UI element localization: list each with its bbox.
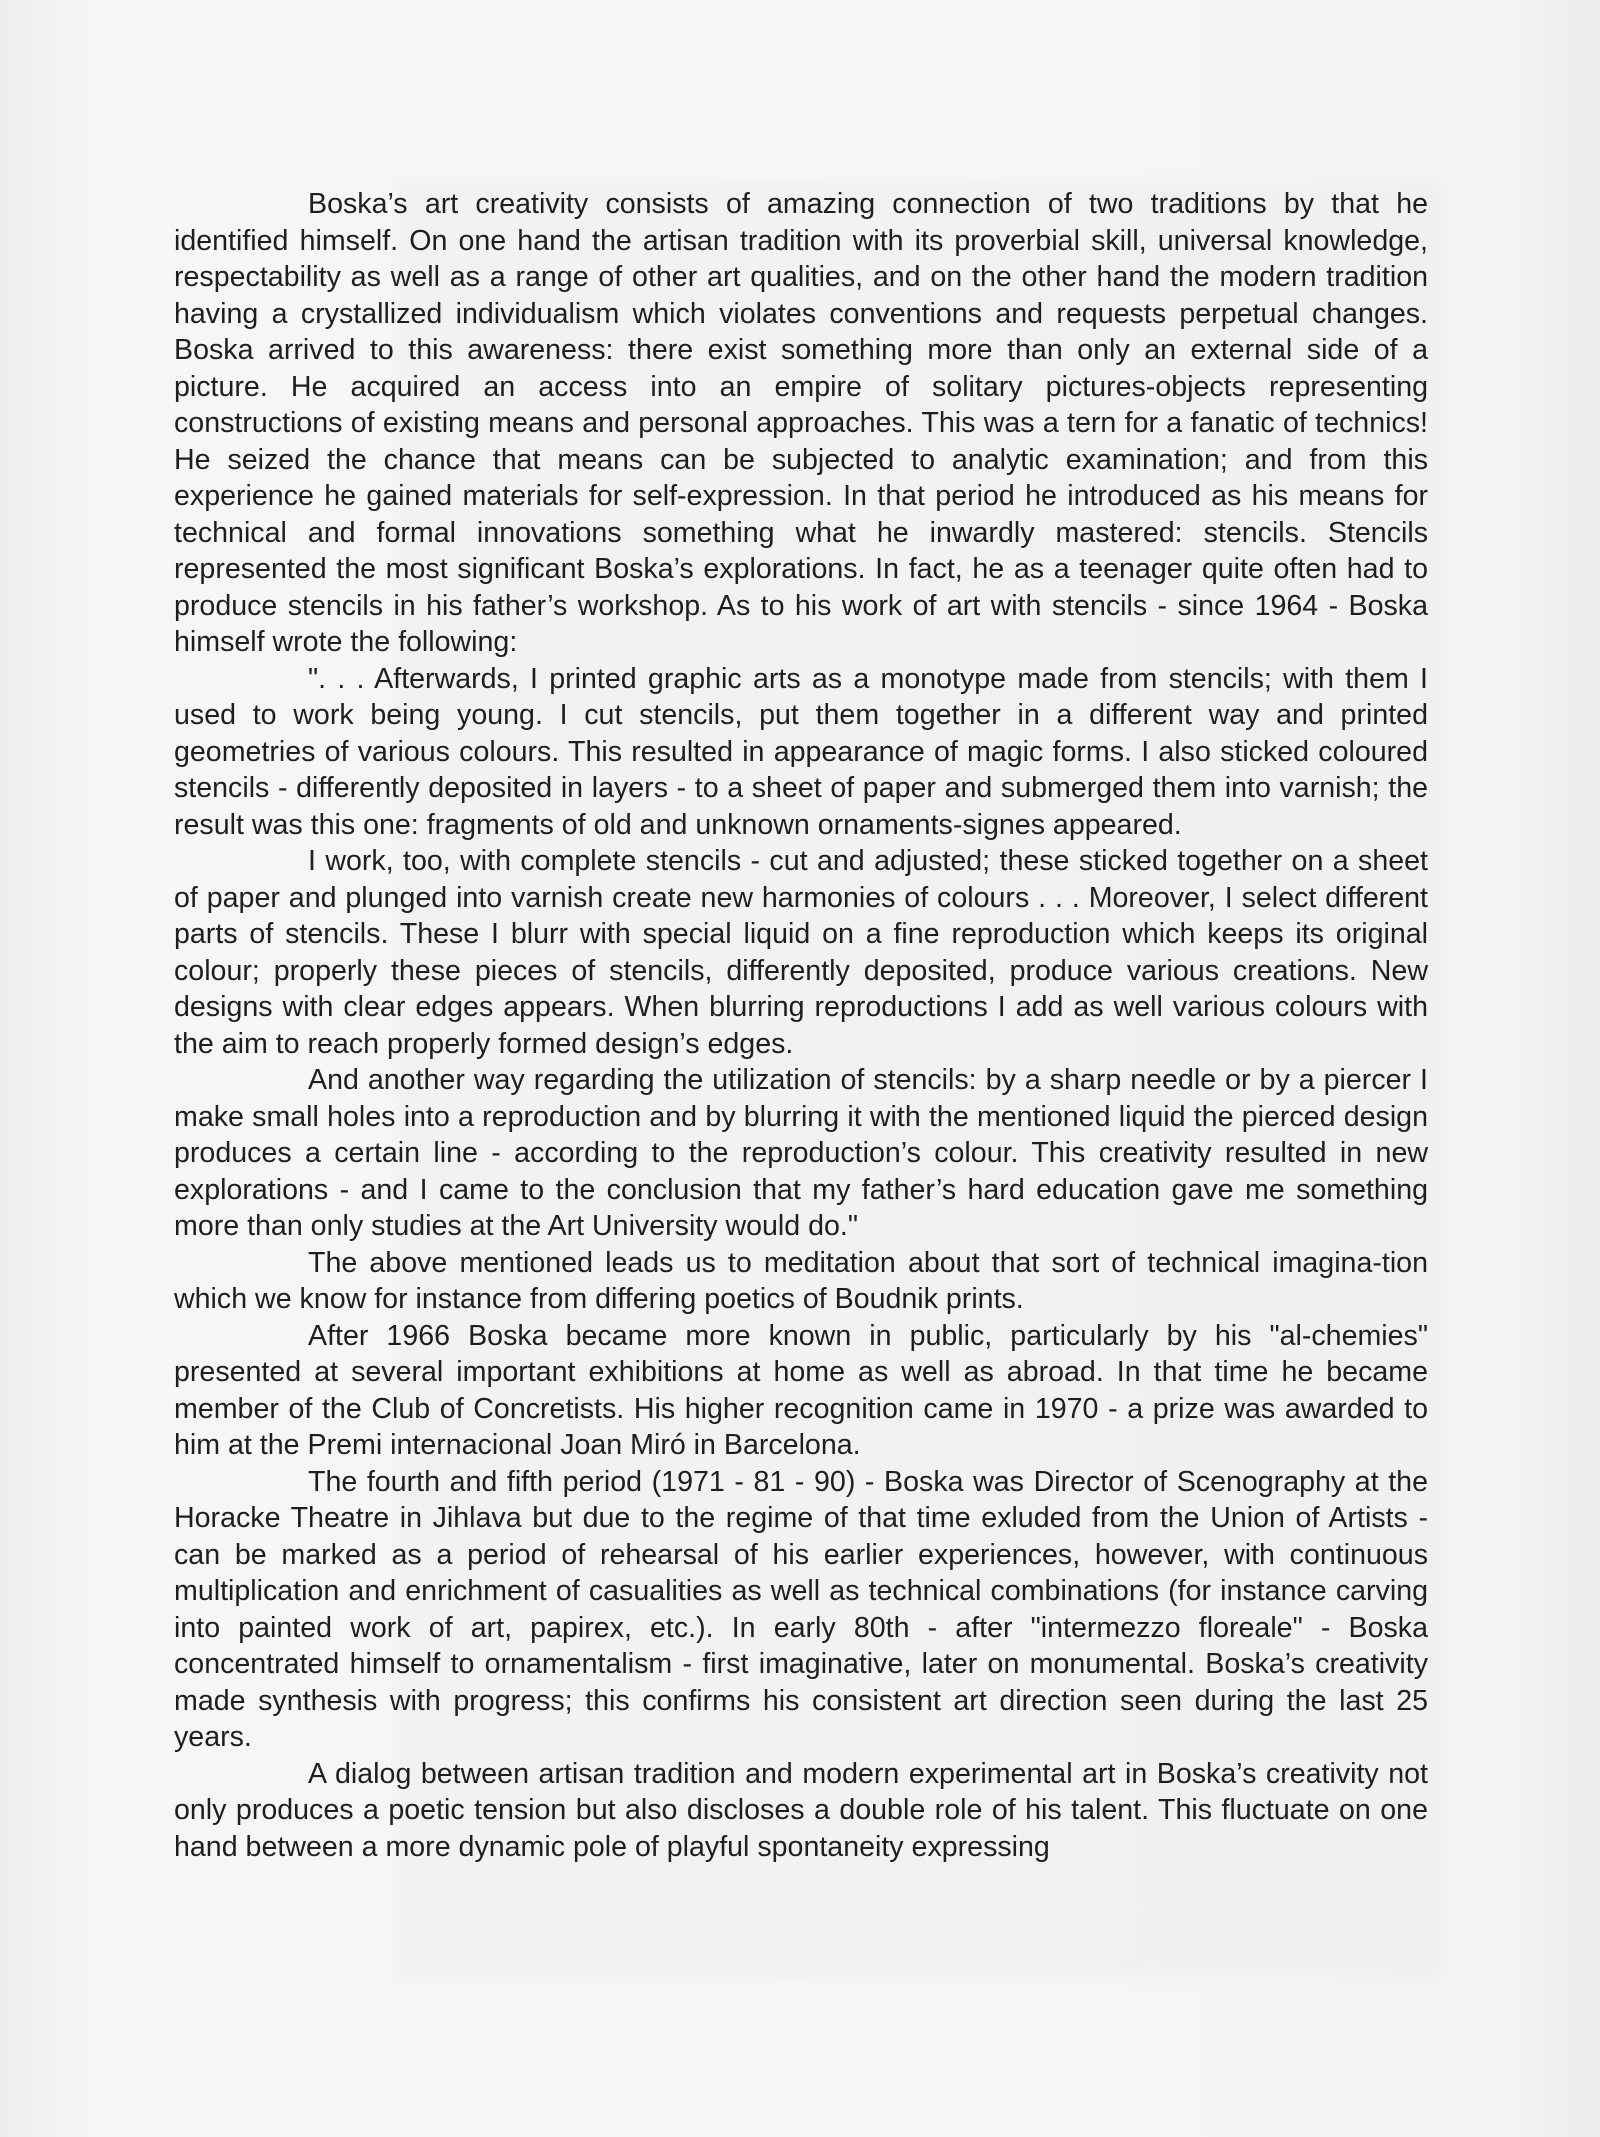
paragraph-7: The fourth and fifth period (1971 - 81 - 90) - Boska was Director of Scenography at the Horacke Theatre in Jihlava but due to the regime of that time exluded from the Union of Artists - can be marked as a period of rehearsal of his earlier experiences, however, with continuous multiplication and enrichment of casualities as well as technical combinations (for instance carving into painted work of art, papirex, etc.). In early 80th - after "intermezzo floreale" - Boska concentrated himself to ornamentalism - first imaginative, later on monumental. Boska’s creativity made synthesis with progress; this confirms his consistent art direction seen during the last 25 years. [174,1465,1428,1753]
paragraph-2: ". . . Afterwards, I printed graphic arts as a monotype made from stencils; with them I used to work being young. I cut stencils, put them together in a different way and printed geometries of various colours. This resulted in appearance of magic forms. I also sticked coloured stencils - differently deposited in layers - to a sheet of paper and submerged them into varnish; the result was this one: fragments of old and unknown ornaments-signes appeared. [174,662,1428,841]
paragraph-3: I work, too, with complete stencils - cut and adjusted; these sticked together on a sheet of paper and plunged into varnish create new harmonies of colours . . . Moreover, I select different parts of stencils. These I blurr with special liquid on a fine reproduction which keeps its original colour; properly these pieces of stencils, differently deposited, produce various creations. New designs with clear edges appears. When blurring reproductions I add as well various colours with the aim to reach properly formed design’s edges. [174,845,1428,1060]
paragraph-5: The above mentioned leads us to meditation about that sort of technical imagina-tion which we know for instance from differing poetics of Boudnik prints. [174,1246,1428,1315]
paragraph-4: And another way regarding the utilization of stencils: by a sharp needle or by a piercer I make small holes into a reproduction and by blurring it with the mentioned liquid the pierced design produces a certain line - according to the reproduction’s colour. This creativity resulted in new explorations - and I came to the conclusion that my father’s hard education gave me something more than only studies at the Art University would do." [174,1064,1428,1242]
paragraph-6: After 1966 Boska became more known in public, particularly by his "al-chemies" presented at several important exhibitions at home as well as abroad. In that time he became member of the Club of Concretists. His higher recognition came in 1970 - a prize was awarded to him at the Premi internacional Joan Miró in Barcelona. [174,1319,1428,1461]
paragraph-1: Boska’s art creativity consists of amazing connection of two traditions by that he identified himself. On one hand the artisan tradition with its proverbial skill, universal knowledge, respectability as well as a range of other art qualities, and on the other hand the modern tradition having a crystallized individualism which violates conventions and requests perpetual changes. Boska arrived to this awareness: there exist something more than only an external side of a picture. He acquired an access into an empire of solitary pictures-objects representing constructions of existing means and personal approaches. This was a tern for a fanatic of technics! He seized the chance that means can be subjected to analytic examination; and from this experience he gained materials for self-expression. In that period he introduced as his means for technical and formal innovations something what he inwardly mastered: stencils. Stencils represented the most significant Boska’s explorations. In fact, he as a teenager quite often had to produce stencils in his father’s workshop. As to his work of art with stencils - since 1964 - Boska himself wrote the following: [174,188,1428,658]
body-text [174,186,1428,1865]
paragraph-8: A dialog between artisan tradition and modern experimental art in Boska’s creativity not only produces a poetic tension but also discloses a double role of his talent. This fluctuate on one hand between a more dynamic pole of playful spontaneity expressing [174,1757,1428,1863]
